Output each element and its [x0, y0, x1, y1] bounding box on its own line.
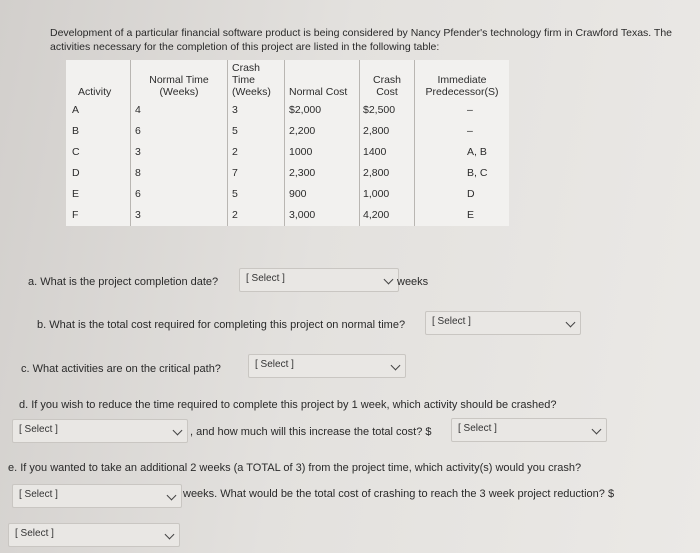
question-c-select[interactable]	[248, 354, 406, 378]
cell-crash-cost: 1400	[360, 142, 415, 163]
cell-crash-time: 2	[228, 142, 285, 163]
cell-activity: A	[72, 104, 80, 116]
select-label: [ Select ]	[255, 359, 294, 370]
question-c-text: c. What activities are on the critical path?	[21, 363, 221, 375]
header-activity: Activity	[78, 86, 112, 98]
select-label: [ Select ]	[15, 528, 54, 539]
cell-normal-time: 8	[131, 163, 228, 184]
table-row	[66, 163, 509, 184]
cell-normal-time: 4	[131, 100, 228, 121]
question-d-select-activity[interactable]	[12, 419, 188, 443]
question-e-select-activities[interactable]	[12, 484, 182, 508]
question-e-select-cost[interactable]	[8, 523, 180, 547]
cell-crash-cost: 4,200	[360, 205, 415, 226]
cell-crash-cost: 1,000	[360, 184, 415, 205]
cell-normal-cost: 2,300	[285, 163, 360, 184]
chevron-down-icon	[167, 491, 177, 501]
question-e-mid-text: weeks. What would be the total cost of crashing to reach the 3 week project reduction? $	[183, 488, 615, 500]
cell-normal-cost: 900	[285, 184, 360, 205]
question-b-text: b. What is the total cost required for completing this project on normal time?	[37, 319, 406, 331]
cell-crash-time: 2	[228, 205, 285, 226]
question-e-text: e. If you wanted to take an additional 2 weeks (a TOTAL of 3) from the project time, which activity(s) would you crash?	[8, 462, 582, 474]
chevron-down-icon	[165, 530, 175, 540]
cell-predecessors: –	[415, 121, 510, 142]
question-d-select-cost[interactable]	[451, 418, 607, 442]
cell-predecessors: B, C	[415, 163, 510, 184]
cell-normal-cost: 1000	[285, 142, 360, 163]
cell-crash-time: 3	[228, 100, 285, 121]
cell-normal-time: 6	[131, 121, 228, 142]
select-label: [ Select ]	[432, 316, 471, 327]
header-predecessors: Immediate Predecessor(S)	[415, 60, 510, 100]
cell-activity: E	[72, 188, 80, 200]
table-row	[66, 142, 509, 163]
table-row	[66, 100, 509, 121]
question-a-select[interactable]	[239, 268, 399, 292]
activity-table	[66, 60, 509, 226]
cell-crash-cost: $2,500	[360, 100, 415, 121]
cell-activity: D	[72, 167, 80, 179]
cell-crash-cost: 2,800	[360, 121, 415, 142]
table-header-row	[66, 60, 509, 100]
cell-normal-time: 3	[131, 205, 228, 226]
cell-predecessors: D	[415, 184, 510, 205]
cell-crash-time: 7	[228, 163, 285, 184]
question-b-select[interactable]	[425, 311, 581, 335]
question-a-text: a. What is the project completion date?	[28, 276, 219, 288]
table-row	[66, 205, 509, 226]
cell-activity: F	[72, 209, 79, 221]
intro-text: Development of a particular financial software product is being considered by Nancy Pfender's technology firm in Crawford Texas. The activities necessary for the completion of this project are listed in the following table:	[50, 27, 673, 53]
chevron-down-icon	[566, 318, 576, 328]
question-d-text: d. If you wish to reduce the time required to complete this project by 1 week, which activity should be crashed?	[19, 399, 557, 411]
select-label: [ Select ]	[19, 489, 58, 500]
table-row	[66, 184, 509, 205]
chevron-down-icon	[391, 361, 401, 371]
cell-normal-cost: 3,000	[285, 205, 360, 226]
cell-normal-time: 3	[131, 142, 228, 163]
chevron-down-icon	[173, 426, 183, 436]
cell-crash-time: 5	[228, 184, 285, 205]
cell-normal-cost: 2,200	[285, 121, 360, 142]
header-crash-time: Crash Time (Weeks)	[228, 60, 285, 100]
cell-crash-time: 5	[228, 121, 285, 142]
cell-predecessors: A, B	[415, 142, 510, 163]
chevron-down-icon	[592, 425, 602, 435]
cell-normal-time: 6	[131, 184, 228, 205]
chevron-down-icon	[384, 275, 394, 285]
table-row	[66, 121, 509, 142]
header-normal-cost: Normal Cost	[285, 60, 360, 100]
cell-predecessors: –	[415, 100, 510, 121]
select-label: [ Select ]	[246, 273, 285, 284]
cell-activity: C	[72, 146, 80, 158]
question-d-mid-text: , and how much will this increase the total cost? $	[190, 426, 432, 438]
select-label: [ Select ]	[458, 423, 497, 434]
header-crash-cost: Crash Cost	[360, 60, 415, 100]
cell-activity: B	[72, 125, 80, 137]
header-normal-time: Normal Time (Weeks)	[131, 60, 228, 100]
cell-crash-cost: 2,800	[360, 163, 415, 184]
select-label: [ Select ]	[19, 424, 58, 435]
cell-predecessors: E	[415, 205, 510, 226]
cell-normal-cost: $2,000	[285, 100, 360, 121]
question-a-suffix: weeks	[397, 276, 429, 288]
